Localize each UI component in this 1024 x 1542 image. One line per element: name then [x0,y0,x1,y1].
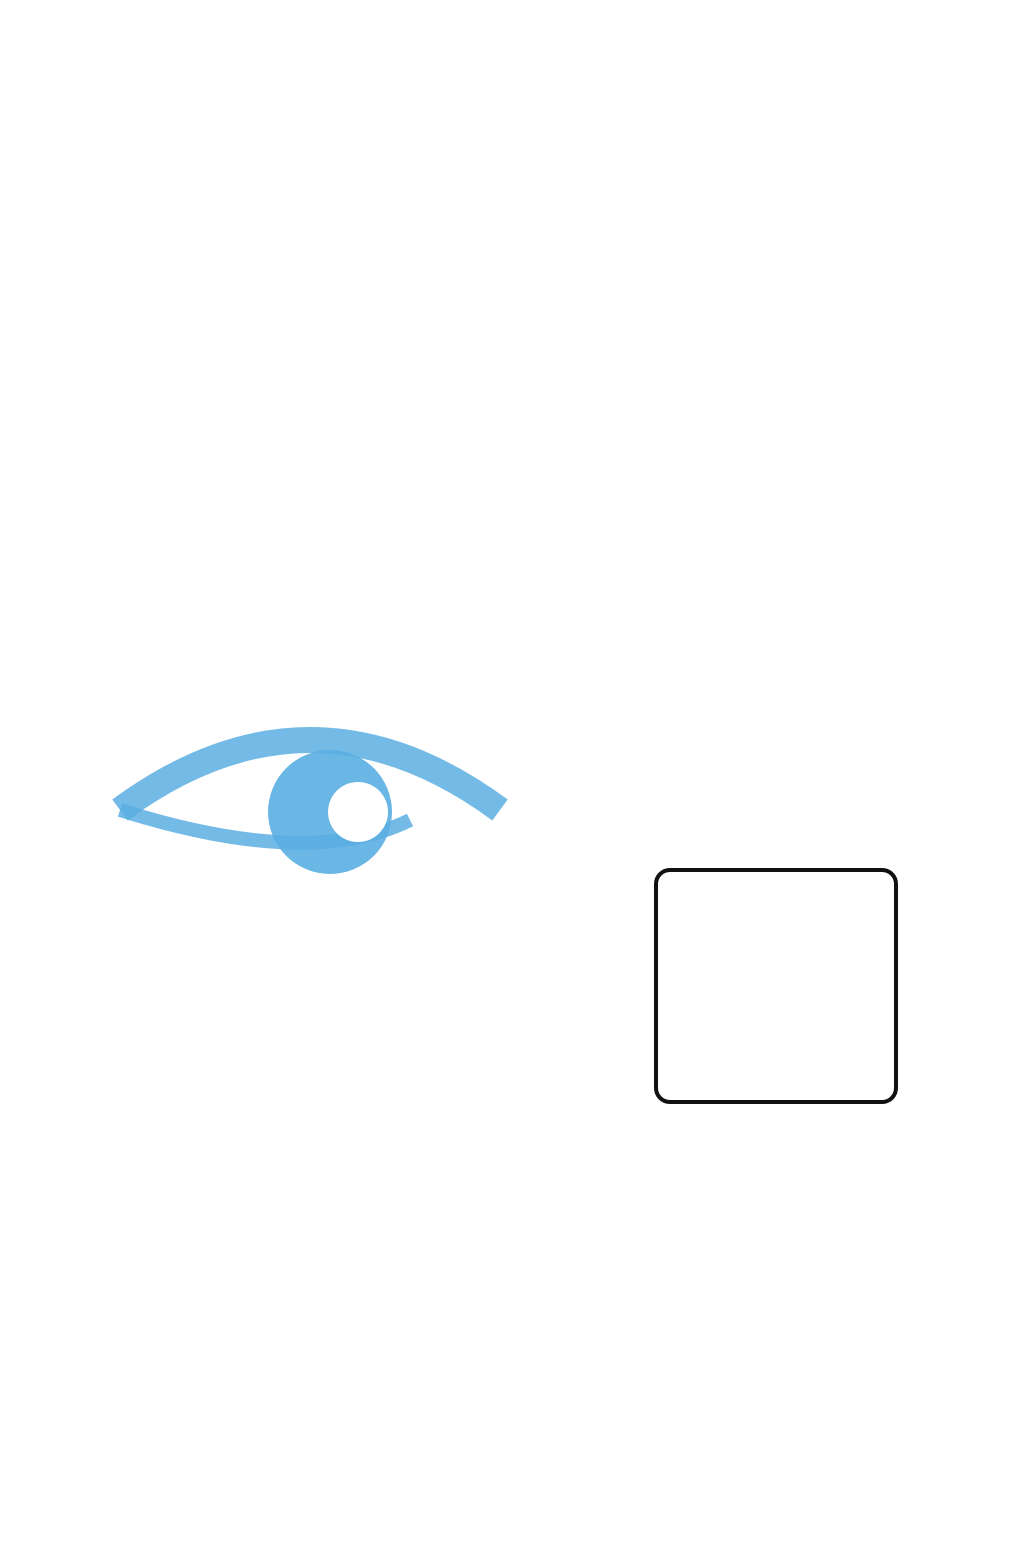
xiaoyuan-logo [608,58,980,98]
copyright-stamp [654,868,898,1104]
eye-watermark-icon [110,700,510,890]
